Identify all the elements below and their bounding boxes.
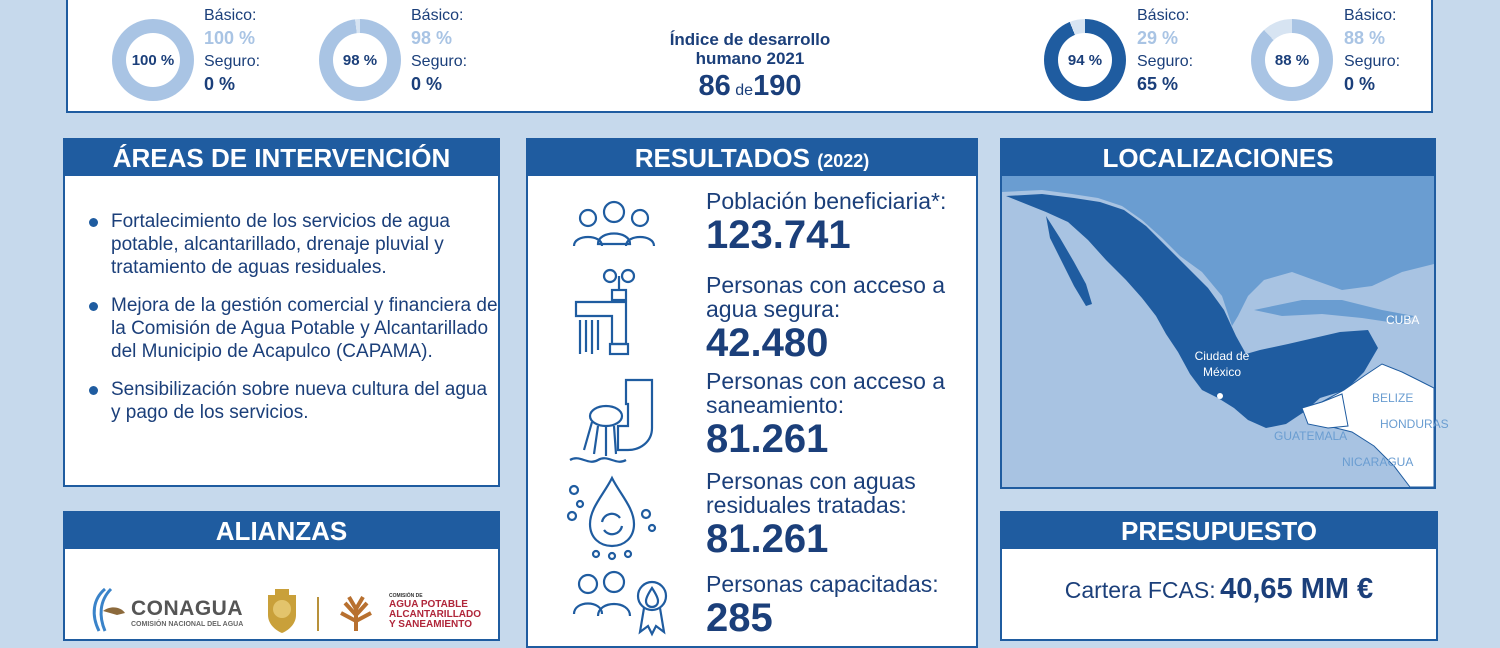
donut-label: 88 %	[1265, 33, 1319, 87]
result-item-trained	[706, 572, 966, 640]
belize-label: BELIZE	[1372, 391, 1414, 405]
budget-title: PRESUPUESTO	[1002, 513, 1436, 549]
safe-label: Seguro:	[204, 53, 261, 70]
alliances-title: ALIANZAS	[65, 513, 498, 549]
capama-line2: ALCANTARILLADO	[389, 609, 482, 620]
budget-panel	[1000, 511, 1438, 641]
capama-small: COMISIÓN DE	[389, 593, 423, 599]
indicator-1	[112, 19, 194, 101]
budget-value: 40,65 MM €	[1220, 573, 1374, 605]
acapulco-marker	[1217, 393, 1223, 399]
locations-title: LOCALIZACIONES	[1002, 140, 1434, 176]
cuba-label: CUBA	[1386, 313, 1420, 327]
conagua-wordmark: CONAGUA	[131, 597, 243, 620]
result-label: Personas capacitadas:	[706, 571, 939, 597]
basic-label: Básico:	[1344, 7, 1397, 24]
areas-list	[65, 210, 498, 424]
capama-line1: AGUA POTABLE	[389, 599, 468, 610]
safe-label: Seguro:	[1137, 53, 1194, 70]
result-value: 285	[706, 596, 773, 640]
safe-value: 0 %	[411, 74, 443, 94]
basic-label: Básico:	[1137, 7, 1190, 24]
hdi-block	[600, 30, 900, 103]
conagua-emblem-icon	[87, 585, 127, 633]
pipe-icon	[568, 376, 658, 466]
result-value: 81.261	[706, 417, 829, 461]
capital-label-line1: Ciudad de	[1194, 349, 1250, 363]
hdi-connector: de	[735, 82, 754, 99]
safe-value: 65 %	[1137, 74, 1179, 94]
capama-tree-icon	[333, 593, 379, 633]
result-item-wastewater	[706, 469, 966, 561]
conagua-subtitle: COMISIÓN NACIONAL DEL AGUA	[131, 621, 244, 628]
hdi-title-line1: Índice de desarrollo	[669, 30, 831, 49]
safe-label: Seguro:	[411, 53, 468, 70]
result-label: Personas con acceso a saneamiento:	[706, 368, 946, 418]
result-label: Población beneficiaria*:	[706, 188, 947, 214]
people-icon	[572, 198, 656, 250]
basic-label: Básico:	[411, 7, 464, 24]
water-drop-recycle-icon	[566, 474, 658, 560]
donut-chart	[1044, 19, 1126, 101]
donut-chart	[112, 19, 194, 101]
municipal-seal	[263, 587, 301, 638]
conagua-logo	[87, 585, 244, 638]
municipal-seal-icon	[263, 587, 301, 633]
results-title: RESULTADOS	[634, 143, 810, 173]
safe-value: 0 %	[1344, 74, 1376, 94]
donut-label: 100 %	[126, 33, 180, 87]
result-item-population	[706, 189, 966, 257]
locations-panel	[1000, 138, 1449, 489]
result-label: Personas con acceso a agua segura:	[706, 272, 946, 322]
donut-label: 94 %	[1058, 33, 1112, 87]
capama-logo	[333, 593, 482, 638]
nicaragua-label: NICARAGUA	[1342, 455, 1414, 469]
basic-value: 98 %	[411, 28, 453, 48]
results-header	[528, 140, 976, 176]
safe-label: Seguro:	[1344, 53, 1401, 70]
results-year: (2022)	[817, 151, 870, 171]
capama-line3: Y SANEAMIENTO	[389, 619, 472, 630]
logo-divider	[317, 597, 319, 631]
basic-value: 100 %	[204, 28, 256, 48]
donut-chart	[319, 19, 401, 101]
budget-line	[1002, 573, 1436, 606]
alliances-panel	[63, 511, 500, 641]
indicator-3-values	[1137, 4, 1193, 96]
list-item: Sensibilización sobre nueva cultura del agua y pago de los servicios.	[65, 378, 498, 424]
indicator-4-values	[1344, 4, 1400, 96]
result-value: 123.741	[706, 213, 851, 257]
list-item: Fortalecimiento de los servicios de agua potable, alcantarillado, drenaje pluvial y tratamiento de aguas residuales.	[65, 210, 498, 279]
map	[1002, 176, 1449, 487]
indicator-1-values	[204, 4, 260, 96]
faucet-icon	[572, 268, 656, 358]
basic-value: 29 %	[1137, 28, 1179, 48]
donut-label: 98 %	[333, 33, 387, 87]
areas-title: ÁREAS DE INTERVENCIÓN	[65, 140, 498, 176]
indicator-3	[1044, 19, 1126, 101]
result-value: 81.261	[706, 517, 829, 561]
donut-chart	[1251, 19, 1333, 101]
results-panel	[526, 138, 978, 648]
hdi-title-line2: humano 2021	[695, 49, 805, 68]
result-item-safe-water	[706, 273, 966, 365]
basic-label: Básico:	[204, 7, 257, 24]
indicator-4	[1251, 19, 1333, 101]
basic-value: 88 %	[1344, 28, 1386, 48]
indicator-2	[319, 19, 401, 101]
budget-label: Cartera FCAS:	[1064, 577, 1216, 603]
result-value: 42.480	[706, 321, 829, 365]
hdi-rank: 86	[698, 70, 731, 102]
result-item-sanitation	[706, 369, 966, 461]
guatemala-label: GUATEMALA	[1274, 429, 1348, 443]
capital-label-line2: México	[1202, 365, 1242, 379]
result-label: Personas con aguas residuales tratadas:	[706, 468, 916, 518]
list-item: Mejora de la gestión comercial y financiera de la Comisión de Agua Potable y Alcantarillado del Municipio de Acapulco (CAPAMA).	[65, 294, 498, 363]
areas-panel	[63, 138, 500, 487]
safe-value: 0 %	[204, 74, 236, 94]
training-icon	[572, 570, 672, 638]
honduras-label: HONDURAS	[1380, 417, 1449, 431]
hdi-total: 190	[753, 70, 802, 102]
indicator-2-values	[411, 4, 467, 96]
